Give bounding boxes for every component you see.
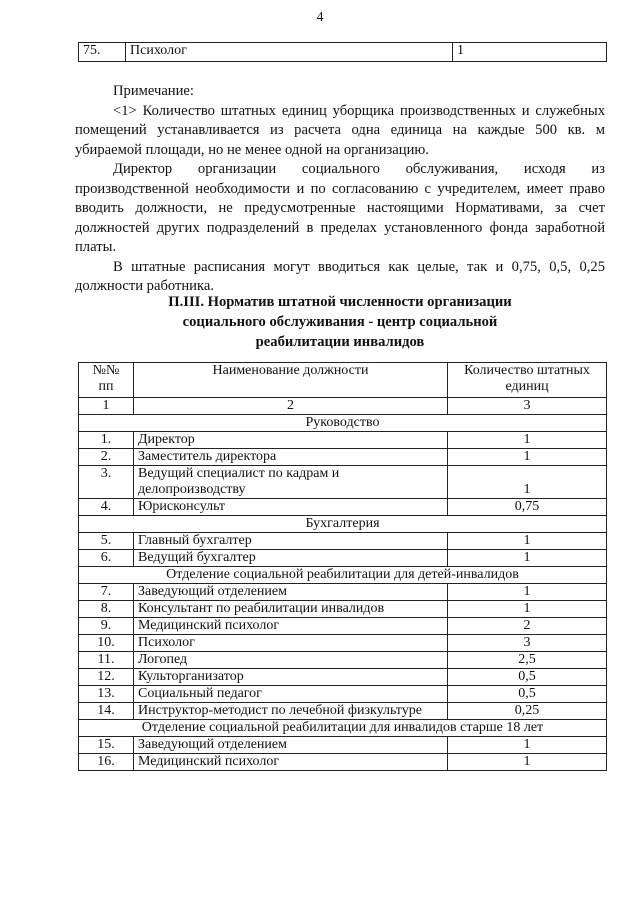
note-title: Примечание: <box>113 83 194 99</box>
table-row <box>79 754 607 771</box>
table-row <box>79 550 607 567</box>
table-row <box>79 737 607 754</box>
position-name: Психолог <box>126 43 453 62</box>
position-name: Заведующий отделением <box>134 584 448 601</box>
table-row <box>79 449 607 466</box>
table-index-row <box>79 398 607 415</box>
position-name: Заместитель директора <box>134 449 448 466</box>
note-paragraph-1: <1> Количество штатных единиц уборщика производственных и служебных помещений устанавливается из расчета одна единица на каждые 500 кв. м убираемой площади, но не менее одной на организацию. <box>75 102 605 158</box>
position-quantity: 1 <box>448 449 607 466</box>
position-quantity: 1 <box>448 754 607 771</box>
row-number: 14. <box>79 703 134 720</box>
staffing-table <box>78 362 607 771</box>
position-quantity: 1 <box>448 432 607 449</box>
row-number: 1. <box>79 432 134 449</box>
header-quantity-line: единиц <box>505 379 549 394</box>
position-name: Директор <box>134 432 448 449</box>
position-name: Инструктор-методист по лечебной физкультуре <box>134 703 448 720</box>
header-quantity <box>448 363 607 398</box>
row-number: 3. <box>79 466 134 499</box>
row-number: 2. <box>79 449 134 466</box>
group-title: Бухгалтерия <box>79 516 607 533</box>
row-number: 8. <box>79 601 134 618</box>
table-row <box>79 584 607 601</box>
table-row <box>79 43 607 62</box>
continuation-table <box>78 42 607 62</box>
position-quantity: 1 <box>448 737 607 754</box>
row-number: 11. <box>79 652 134 669</box>
position-name: Медицинский психолог <box>134 618 448 635</box>
page-number: 4 <box>316 10 324 25</box>
position-name: Психолог <box>134 635 448 652</box>
position-name: Юрисконсульт <box>134 499 448 516</box>
position-quantity: 1 <box>448 584 607 601</box>
position-quantity: 2 <box>448 618 607 635</box>
header-number-line: пп <box>98 379 114 394</box>
row-number: 15. <box>79 737 134 754</box>
header-quantity-line: Количество штатных <box>464 363 590 378</box>
row-number: 13. <box>79 686 134 703</box>
table-row <box>79 533 607 550</box>
table-row <box>79 686 607 703</box>
position-name: Главный бухгалтер <box>134 533 448 550</box>
section-title-line: реабилитации инвалидов <box>255 334 425 350</box>
header-number-line: №№ <box>92 363 120 378</box>
table-body <box>79 415 607 771</box>
position-quantity: 1 <box>448 533 607 550</box>
position-quantity: 1 <box>453 43 607 62</box>
table-row <box>79 499 607 516</box>
row-number: 75. <box>79 43 126 62</box>
row-number: 7. <box>79 584 134 601</box>
position-name: Культорганизатор <box>134 669 448 686</box>
position-name: Логопед <box>134 652 448 669</box>
row-number: 6. <box>79 550 134 567</box>
position-quantity: 0,75 <box>448 499 607 516</box>
position-name: Социальный педагог <box>134 686 448 703</box>
position-quantity: 0,25 <box>448 703 607 720</box>
position-name: Консультант по реабилитации инвалидов <box>134 601 448 618</box>
table-row <box>79 601 607 618</box>
table-group-row <box>79 720 607 737</box>
group-title: Руководство <box>79 415 607 432</box>
header-position-name: Наименование должности <box>134 363 448 398</box>
row-number: 12. <box>79 669 134 686</box>
position-name: Ведущий специалист по кадрам и делопроизводству <box>134 466 448 499</box>
table-group-row <box>79 567 607 584</box>
row-number: 9. <box>79 618 134 635</box>
index-cell: 1 <box>79 398 134 415</box>
position-quantity: 0,5 <box>448 686 607 703</box>
table-row <box>79 432 607 449</box>
section-title <box>60 292 620 352</box>
table-group-row <box>79 415 607 432</box>
row-number: 16. <box>79 754 134 771</box>
group-title: Отделение социальной реабилитации для детей-инвалидов <box>79 567 607 584</box>
table-row <box>79 466 607 499</box>
table-header-row <box>79 363 607 398</box>
section-title-line: социального обслуживания - центр социальной <box>182 314 498 330</box>
row-number: 5. <box>79 533 134 550</box>
index-cell: 2 <box>134 398 448 415</box>
position-name: Медицинский психолог <box>134 754 448 771</box>
position-quantity: 1 <box>448 466 607 499</box>
row-number: 4. <box>79 499 134 516</box>
row-number: 10. <box>79 635 134 652</box>
table-row <box>79 635 607 652</box>
note-paragraph-3: В штатные расписания могут вводиться как целые, так и 0,75, 0,5, 0,25 должности работника. <box>75 258 605 294</box>
index-cell: 3 <box>448 398 607 415</box>
table-row <box>79 669 607 686</box>
header-number <box>79 363 134 398</box>
note-block <box>75 82 605 297</box>
group-title: Отделение социальной реабилитации для инвалидов старше 18 лет <box>79 720 607 737</box>
section-title-line: П.III. Норматив штатной численности организации <box>168 294 512 310</box>
table-row <box>79 703 607 720</box>
position-quantity: 1 <box>448 601 607 618</box>
position-quantity: 0,5 <box>448 669 607 686</box>
note-paragraph-2: Директор организации социального обслуживания, исходя из производственной необходимости и по согласованию с учредителем, имеет право вводить должности, не предусмотренные настоящими Нормативами, за счет должностей других подразделений в пределах установленного фонда заработной платы. <box>75 161 605 255</box>
table-row <box>79 618 607 635</box>
table-group-row <box>79 516 607 533</box>
table-row <box>79 652 607 669</box>
position-quantity: 3 <box>448 635 607 652</box>
position-name: Ведущий бухгалтер <box>134 550 448 567</box>
position-quantity: 1 <box>448 550 607 567</box>
position-quantity: 2,5 <box>448 652 607 669</box>
position-name: Заведующий отделением <box>134 737 448 754</box>
